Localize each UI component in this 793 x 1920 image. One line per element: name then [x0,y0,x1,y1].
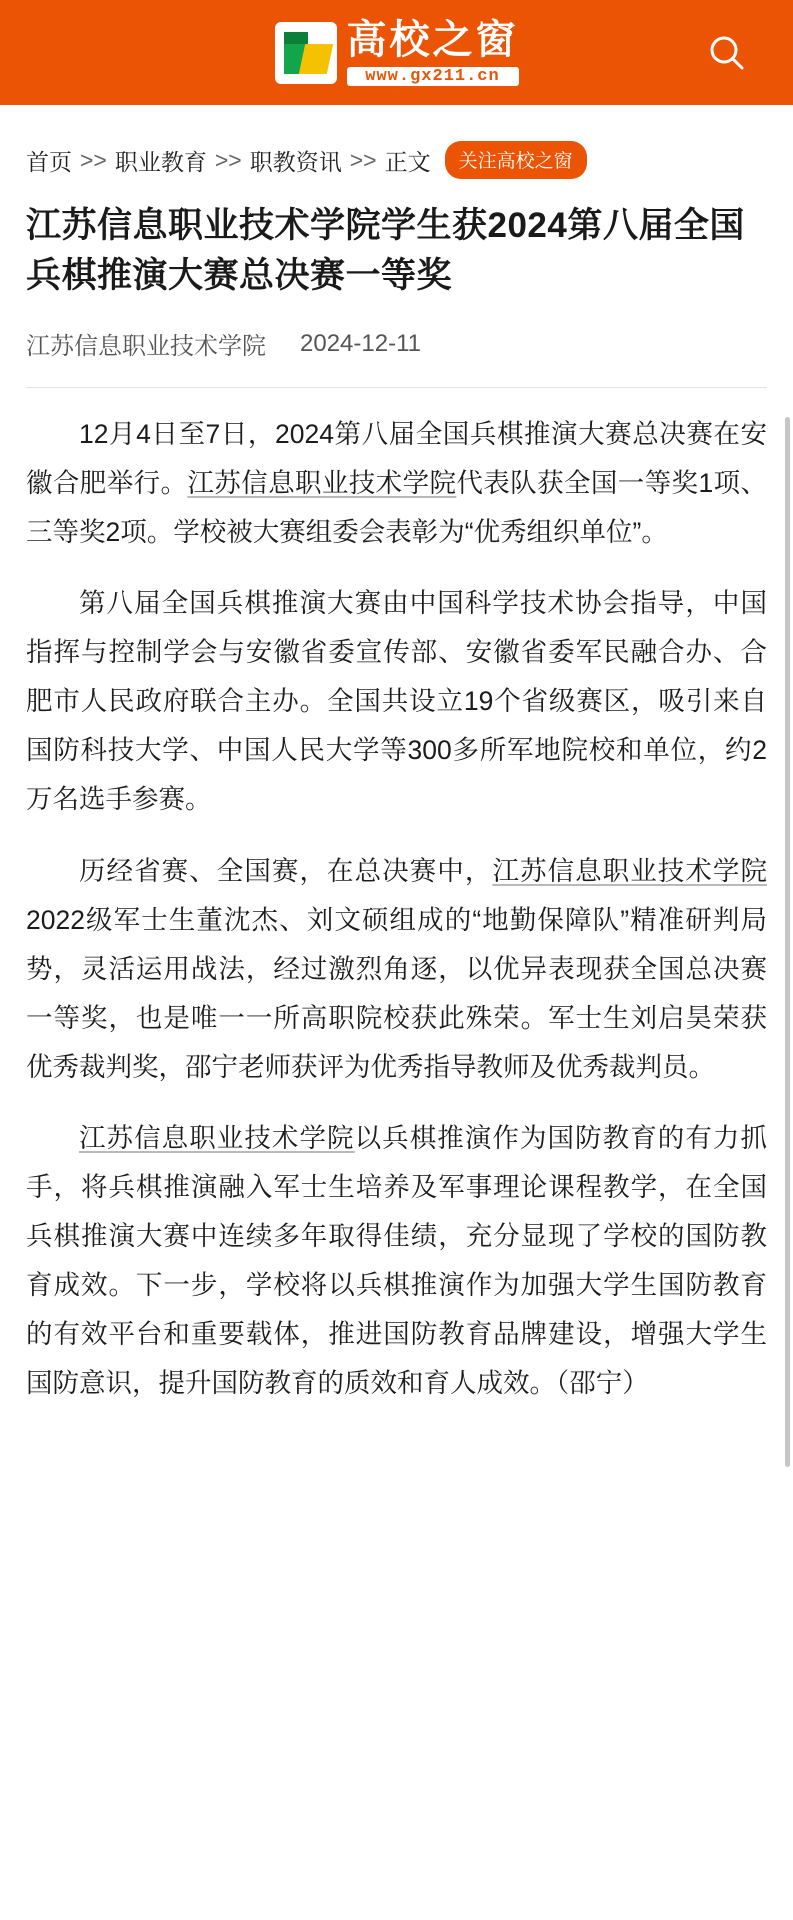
follow-button[interactable]: 关注高校之窗 [445,141,587,179]
paragraph-text: 第八届全国兵棋推演大赛由中国科学技术协会指导，中国指挥与控制学会与安徽省委宣传部、安徽省委军民融合办、合肥市人民政府联合主办。全国共设立19个省级赛区，吸引来自国防科技大学、中国人民大学等300多所军地院校和单位，约2万名选手参赛。 [26,588,767,815]
breadcrumb-separator: >> [80,146,107,173]
scrollbar-thumb[interactable] [785,417,790,1467]
breadcrumb-item-news[interactable]: 职教资讯 [249,148,342,175]
divider [26,387,767,388]
logo-title: 高校之窗 [346,17,519,62]
article-body [26,410,767,1407]
breadcrumb-item-vocational-education[interactable]: 职业教育 [114,148,207,175]
breadcrumb-separator: >> [214,146,242,173]
paragraph-text: 代表队获全国一等奖1项、三等奖2项。学校被大赛组委会表彰为“优秀组织单位”。 [26,468,767,548]
logo-url: www.gx211.cn [347,67,519,86]
article-paragraph [26,410,767,557]
breadcrumb-item-article: 正文 [384,148,431,175]
site-header [0,0,793,105]
article-date: 2024-12-11 [300,329,421,357]
paragraph-text: 12月4日至7日，2024第八届全国兵棋推演大赛总决赛在安徽合肥举行。 [26,419,767,499]
page-title: 江苏信息职业技术学院学生获2024第八届全国兵棋推演大赛总决赛一等奖 [26,206,745,295]
inline-link-school[interactable]: 江苏信息职业技术学院 [79,1122,355,1153]
article-meta [26,326,767,361]
article-paragraph [26,579,767,824]
article-paragraph [26,847,767,1092]
breadcrumb-separator: >> [349,146,377,173]
site-logo[interactable] [275,17,519,86]
page-scrollbar[interactable] [785,105,790,1408]
article-page [0,105,793,1408]
article-source: 江苏信息职业技术学院 [26,333,266,361]
logo-mark-icon [275,22,337,84]
breadcrumb [26,105,767,189]
search-icon[interactable] [705,31,749,75]
inline-link-school[interactable]: 江苏信息职业技术学院 [492,855,767,886]
paragraph-text: 以兵棋推演作为国防教育的有力抓手，将兵棋推演融入军士生培养及军事理论课程教学，在全国兵棋推演大赛中连续多年取得佳绩，充分显现了学校的国防教育成效。下一步，学校将以兵棋推演作为加强大学生国防教育的有效平台和重要载体，推进国防教育品牌建设，增强大学生国防意识，提升国防教育的质效和育人成效。（邵宁） [26,1122,767,1398]
inline-link-school[interactable]: 江苏信息职业技术学院 [187,468,457,499]
paragraph-text: 2022级军士生董沈杰、刘文硕组成的“地勤保障队”精准研判局势，灵活运用战法，经过激烈角逐，以优异表现获全国总决赛一等奖，也是唯一一所高职院校获此殊荣。军士生刘启昊荣获优秀裁判奖，邵宁老师获评为优秀指导教师及优秀裁判员。 [26,904,767,1082]
article-paragraph [26,1114,767,1408]
breadcrumb-item-home[interactable]: 首页 [26,148,72,175]
paragraph-text: 历经省赛、全国赛，在总决赛中， [79,855,493,886]
